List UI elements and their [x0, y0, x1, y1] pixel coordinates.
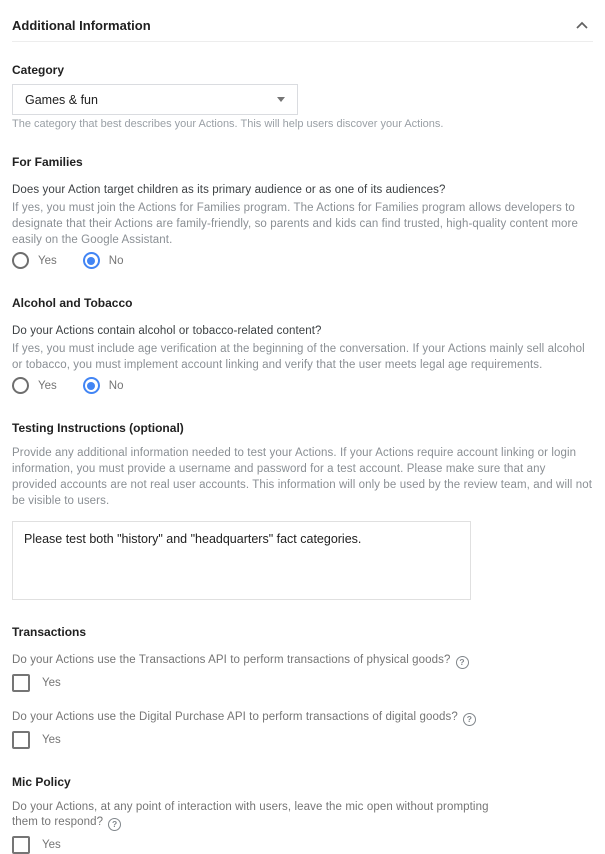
category-label: Category	[12, 63, 65, 77]
checkbox-yes-label[interactable]: Yes	[42, 839, 61, 851]
checkbox-unchecked-icon[interactable]	[12, 731, 30, 749]
radio-yes-label[interactable]: Yes	[38, 254, 57, 267]
transactions-title: Transactions	[12, 625, 87, 639]
for-families-radio-no[interactable]	[83, 252, 124, 269]
help-icon[interactable]: ?	[108, 818, 121, 831]
radio-no-label[interactable]: No	[108, 379, 124, 392]
radio-unchecked-icon[interactable]	[12, 377, 29, 394]
for-families-question: Does your Action target children as its primary audience or as one of its audiences?	[12, 184, 446, 196]
for-families-title: For Families	[12, 155, 83, 169]
category-selected-value: Games & fun	[25, 92, 98, 107]
checkbox-unchecked-icon[interactable]	[12, 836, 30, 854]
checkbox-yes-label[interactable]: Yes	[42, 677, 61, 689]
question-text: Do your Actions use the Transactions API to perform transactions of physical goods?	[12, 654, 451, 666]
alcohol-tobacco-radio-yes[interactable]	[12, 377, 57, 394]
radio-checked-icon[interactable]	[83, 252, 100, 269]
question-text: Do your Actions use the Digital Purchase API to perform transactions of digital goods?	[12, 711, 458, 723]
for-families-radio-group	[12, 252, 593, 269]
question-text: Do your Actions, at any point of interaction with users, leave the mic open without prompting them to respond?	[12, 801, 489, 828]
alcohol-tobacco-title: Alcohol and Tobacco	[12, 296, 133, 310]
transactions-physical-question	[12, 653, 593, 669]
transactions-digital-checkbox-row	[12, 731, 593, 749]
dropdown-caret-icon	[277, 97, 285, 102]
collapse-section-button[interactable]	[573, 16, 591, 35]
mic-policy-question	[12, 800, 512, 831]
for-families-helper-text: If yes, you must join the Actions for Families program. The Actions for Families program allows developers to designate that their Actions are family-friendly, so parents and kids can find trusted, high-quality content more easily on the Google Assistant.	[12, 202, 578, 246]
radio-checked-icon[interactable]	[83, 377, 100, 394]
transactions-physical-checkbox-row	[12, 674, 593, 692]
page-title: Additional Information	[12, 17, 151, 33]
alcohol-tobacco-radio-no[interactable]	[83, 377, 124, 394]
help-icon[interactable]: ?	[463, 713, 476, 726]
testing-instructions-helper-text: Provide any additional information needed to test your Actions. If your Actions require account linking or login information, you must provide a username and password for a test account. Please make sure that any provided accounts are not real user accounts. This information will only be used by the review team, and will not be visible to users.	[12, 447, 592, 507]
category-helper-text: The category that best describes your Actions. This will help users discover your Actions.	[12, 118, 444, 130]
help-icon[interactable]: ?	[456, 656, 469, 669]
testing-instructions-input[interactable]	[12, 521, 471, 600]
alcohol-tobacco-radio-group	[12, 377, 593, 394]
alcohol-tobacco-question: Do your Actions contain alcohol or tobacco-related content?	[12, 325, 322, 337]
checkbox-unchecked-icon[interactable]	[12, 674, 30, 692]
transactions-digital-question	[12, 710, 593, 726]
radio-no-label[interactable]: No	[108, 254, 124, 267]
checkbox-yes-label[interactable]: Yes	[42, 734, 61, 746]
testing-instructions-title: Testing Instructions (optional)	[12, 421, 184, 435]
category-select[interactable]	[12, 84, 298, 115]
panel-header	[12, 0, 593, 42]
alcohol-tobacco-helper-text: If yes, you must include age verification at the beginning of the conversation. If your Actions mainly sell alcohol or tobacco, you must implement account linking and verify that the user meets legal age requirements.	[12, 343, 585, 371]
mic-policy-checkbox-row	[12, 836, 593, 854]
mic-policy-title: Mic Policy	[12, 775, 71, 789]
radio-unchecked-icon[interactable]	[12, 252, 29, 269]
radio-yes-label[interactable]: Yes	[38, 379, 57, 392]
chevron-up-icon	[575, 18, 589, 33]
for-families-radio-yes[interactable]	[12, 252, 57, 269]
